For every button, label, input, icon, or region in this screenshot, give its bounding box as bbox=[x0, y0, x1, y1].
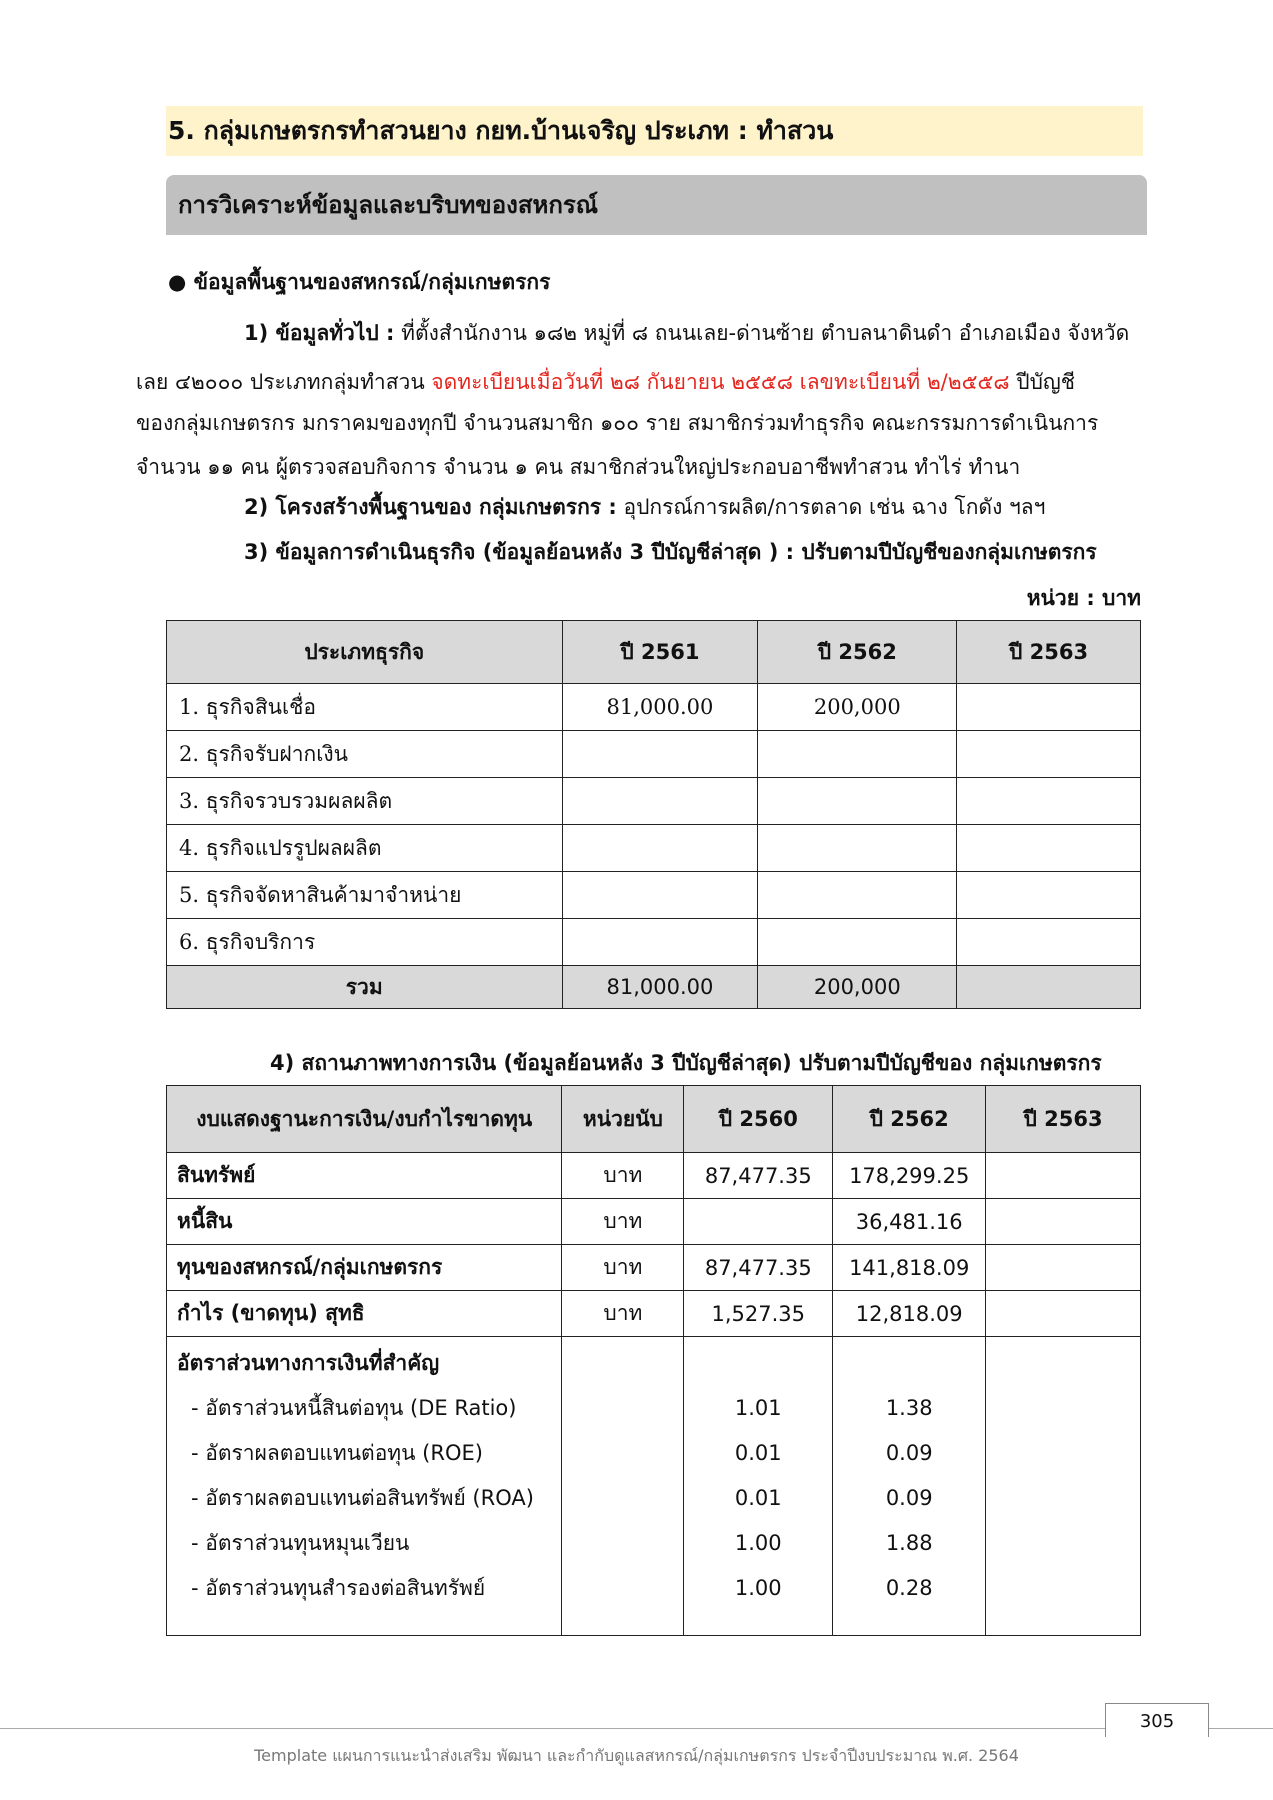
item-label: กำไร (ขาดทุน) สุทธิ bbox=[167, 1291, 562, 1337]
info3-label: 3) ข้อมูลการดำเนินธุรกิจ (ข้อมูลย้อนหลัง 3 ปีบัญชีล่าสุด ) : ปรับตามปีบัญชีของกลุ่มเกษตรกร bbox=[244, 540, 1097, 564]
header-unit: หน่วยนับ bbox=[562, 1086, 684, 1153]
value-cell: 36,481.16 bbox=[833, 1199, 986, 1245]
ratio-value: 1.88 bbox=[885, 1531, 933, 1555]
value-cell: 87,477.35 bbox=[684, 1245, 833, 1291]
ratio-values-year-1 bbox=[684, 1337, 833, 1636]
info1-text-1: ที่ตั้งสำนักงาน ๑๘๒ หมู่ที่ ๘ ถนนเลย-ด่านซ้าย ตำบลนาดินดำ อำเภอเมือง จังหวัด bbox=[401, 321, 1130, 345]
value-cell bbox=[562, 919, 758, 966]
info1-line3: ของกลุ่มเกษตรกร มกราคมของทุกปี จำนวนสมาชิก ๑๐๐ ราย สมาชิกร่วมทำธุรกิจ คณะกรรมการดำเนินการ bbox=[136, 411, 1099, 435]
ratio-value: 1.38 bbox=[885, 1396, 933, 1420]
total-value: 81,000.00 bbox=[562, 966, 758, 1009]
ratio-unit-cell bbox=[562, 1337, 684, 1636]
ratios-row bbox=[167, 1337, 1141, 1636]
section-title-bar: การวิเคราะห์ข้อมูลและบริบทของสหกรณ์ bbox=[166, 175, 1147, 235]
total-row bbox=[167, 966, 1141, 1009]
value-cell: 12,818.09 bbox=[833, 1291, 986, 1337]
info1-text-2b: ปีบัญชี bbox=[1009, 370, 1076, 394]
ratio-value: 0.09 bbox=[885, 1486, 933, 1510]
table-row bbox=[167, 731, 1141, 778]
business-type-cell: 1. ธุรกิจสินเชื่อ bbox=[167, 684, 563, 731]
table-row bbox=[167, 1291, 1141, 1337]
table-row bbox=[167, 684, 1141, 731]
info1-line1 bbox=[244, 317, 1129, 350]
bullet-icon: ● bbox=[168, 270, 187, 294]
value-cell: 200,000 bbox=[758, 684, 957, 731]
bullet-title: ข้อมูลพื้นฐานของสหกรณ์/กลุ่มเกษตรกร bbox=[193, 270, 551, 294]
value-cell bbox=[562, 778, 758, 825]
total-value bbox=[957, 966, 1141, 1009]
document-heading: 5. กลุ่มเกษตรกรทำสวนยาง กยท.บ้านเจริญ ประเภท : ทำสวน bbox=[166, 106, 1143, 156]
ratio-value: 0.09 bbox=[885, 1441, 933, 1465]
header-year-3: ปี 2563 bbox=[957, 621, 1141, 684]
ratios-label-cell bbox=[167, 1337, 562, 1636]
business-type-cell: 5. ธุรกิจจัดหาสินค้ามาจำหน่าย bbox=[167, 872, 563, 919]
value-cell bbox=[684, 1199, 833, 1245]
total-value: 200,000 bbox=[758, 966, 957, 1009]
unit-label: หน่วย : บาท bbox=[1026, 586, 1141, 610]
business-table bbox=[166, 620, 1141, 1009]
info2-label: 2) โครงสร้างพื้นฐานของ กลุ่มเกษตรกร : bbox=[244, 495, 617, 519]
ratio-label: - อัตราส่วนทุนสำรองต่อสินทรัพย์ bbox=[191, 1576, 486, 1600]
unit-cell: บาท bbox=[562, 1245, 684, 1291]
ratio-value: 1.00 bbox=[734, 1531, 782, 1555]
value-cell bbox=[562, 872, 758, 919]
ratio-label: - อัตราผลตอบแทนต่อสินทรัพย์ (ROA) bbox=[191, 1486, 534, 1510]
header-year-1: ปี 2561 bbox=[562, 621, 758, 684]
ratio-value: 0.01 bbox=[734, 1441, 782, 1465]
ratios-title: อัตราส่วนทางการเงินที่สำคัญ bbox=[177, 1351, 440, 1375]
item-label: ทุนของสหกรณ์/กลุ่มเกษตรกร bbox=[167, 1245, 562, 1291]
total-label: รวม bbox=[167, 966, 563, 1009]
info1-text-2a: เลย ๔๒๐๐๐ ประเภทกลุ่มทำสวน bbox=[136, 370, 432, 394]
ratio-label: - อัตราผลตอบแทนต่อทุน (ROE) bbox=[191, 1441, 483, 1465]
value-cell: 1,527.35 bbox=[684, 1291, 833, 1337]
header-year-1: ปี 2560 bbox=[684, 1086, 833, 1153]
ratio-label: - อัตราส่วนหนี้สินต่อทุน (DE Ratio) bbox=[191, 1396, 517, 1420]
value-cell bbox=[758, 778, 957, 825]
business-type-cell: 4. ธุรกิจแปรรูปผลผลิต bbox=[167, 825, 563, 872]
value-cell bbox=[758, 872, 957, 919]
registration-text: จดทะเบียนเมื่อวันที่ ๒๘ กันยายน ๒๕๕๘ เลขทะเบียนที่ ๒/๒๕๕๘ bbox=[431, 370, 1010, 394]
value-cell bbox=[758, 731, 957, 778]
value-cell bbox=[986, 1245, 1141, 1291]
value-cell bbox=[957, 684, 1141, 731]
value-cell bbox=[562, 731, 758, 778]
table-row bbox=[167, 872, 1141, 919]
ratio-values-year-3 bbox=[986, 1337, 1141, 1636]
value-cell bbox=[957, 872, 1141, 919]
unit-cell: บาท bbox=[562, 1199, 684, 1245]
header-business-type: ประเภทธุรกิจ bbox=[167, 621, 563, 684]
value-cell bbox=[758, 825, 957, 872]
value-cell bbox=[957, 919, 1141, 966]
value-cell: 87,477.35 bbox=[684, 1153, 833, 1199]
item-label: สินทรัพย์ bbox=[167, 1153, 562, 1199]
value-cell bbox=[986, 1199, 1141, 1245]
footer-text: Template แผนการแนะนำส่งเสริม พัฒนา และกำกับดูแลสหกรณ์/กลุ่มเกษตรกร ประจำปีงบประมาณ พ.ศ. 2564 bbox=[254, 1746, 1019, 1765]
ratio-label: - อัตราส่วนทุนหมุนเวียน bbox=[191, 1531, 410, 1555]
table-row bbox=[167, 1245, 1141, 1291]
table-header-row bbox=[167, 1086, 1141, 1153]
info2-line bbox=[244, 491, 1045, 524]
info1-line4: จำนวน ๑๑ คน ผู้ตรวจสอบกิจการ จำนวน ๑ คน สมาชิกส่วนใหญ่ประกอบอาชีพทำสวน ทำไร่ ทำนา bbox=[136, 455, 1021, 479]
value-cell: 141,818.09 bbox=[833, 1245, 986, 1291]
finance-table bbox=[166, 1085, 1141, 1636]
business-type-cell: 2. ธุรกิจรับฝากเงิน bbox=[167, 731, 563, 778]
value-cell bbox=[986, 1153, 1141, 1199]
value-cell: 178,299.25 bbox=[833, 1153, 986, 1199]
page-number: 305 bbox=[1105, 1703, 1209, 1737]
ratio-values-year-2 bbox=[833, 1337, 986, 1636]
table-row bbox=[167, 1199, 1141, 1245]
table-header-row bbox=[167, 621, 1141, 684]
header-year-2: ปี 2562 bbox=[758, 621, 957, 684]
value-cell bbox=[957, 778, 1141, 825]
ratio-value: 0.28 bbox=[885, 1576, 933, 1600]
table-row bbox=[167, 919, 1141, 966]
unit-cell: บาท bbox=[562, 1291, 684, 1337]
business-type-cell: 3. ธุรกิจรวบรวมผลผลิต bbox=[167, 778, 563, 825]
header-year-2: ปี 2562 bbox=[833, 1086, 986, 1153]
value-cell: 81,000.00 bbox=[562, 684, 758, 731]
value-cell bbox=[957, 731, 1141, 778]
info1-label: 1) ข้อมูลทั่วไป : bbox=[244, 321, 395, 345]
info4-label: 4) สถานภาพทางการเงิน (ข้อมูลย้อนหลัง 3 ปีบัญชีล่าสุด) ปรับตามปีบัญชีของ กลุ่มเกษตรกร bbox=[270, 1051, 1102, 1075]
value-cell bbox=[562, 825, 758, 872]
business-type-cell: 6. ธุรกิจบริการ bbox=[167, 919, 563, 966]
ratio-value: 1.00 bbox=[734, 1576, 782, 1600]
value-cell bbox=[957, 825, 1141, 872]
info2-text: อุปกรณ์การผลิต/การตลาด เช่น ฉาง โกดัง ฯลฯ bbox=[616, 495, 1046, 519]
value-cell bbox=[758, 919, 957, 966]
value-cell bbox=[986, 1291, 1141, 1337]
table-row bbox=[167, 1153, 1141, 1199]
unit-cell: บาท bbox=[562, 1153, 684, 1199]
header-statement: งบแสดงฐานะการเงิน/งบกำไรขาดทุน bbox=[167, 1086, 562, 1153]
table-row bbox=[167, 825, 1141, 872]
table-row bbox=[167, 778, 1141, 825]
footer-divider bbox=[0, 1728, 1273, 1729]
info1-line2 bbox=[136, 366, 1075, 399]
ratio-value: 0.01 bbox=[734, 1486, 782, 1510]
bullet-heading bbox=[168, 266, 550, 299]
item-label: หนี้สิน bbox=[167, 1199, 562, 1245]
header-year-3: ปี 2563 bbox=[986, 1086, 1141, 1153]
ratio-value: 1.01 bbox=[734, 1396, 782, 1420]
